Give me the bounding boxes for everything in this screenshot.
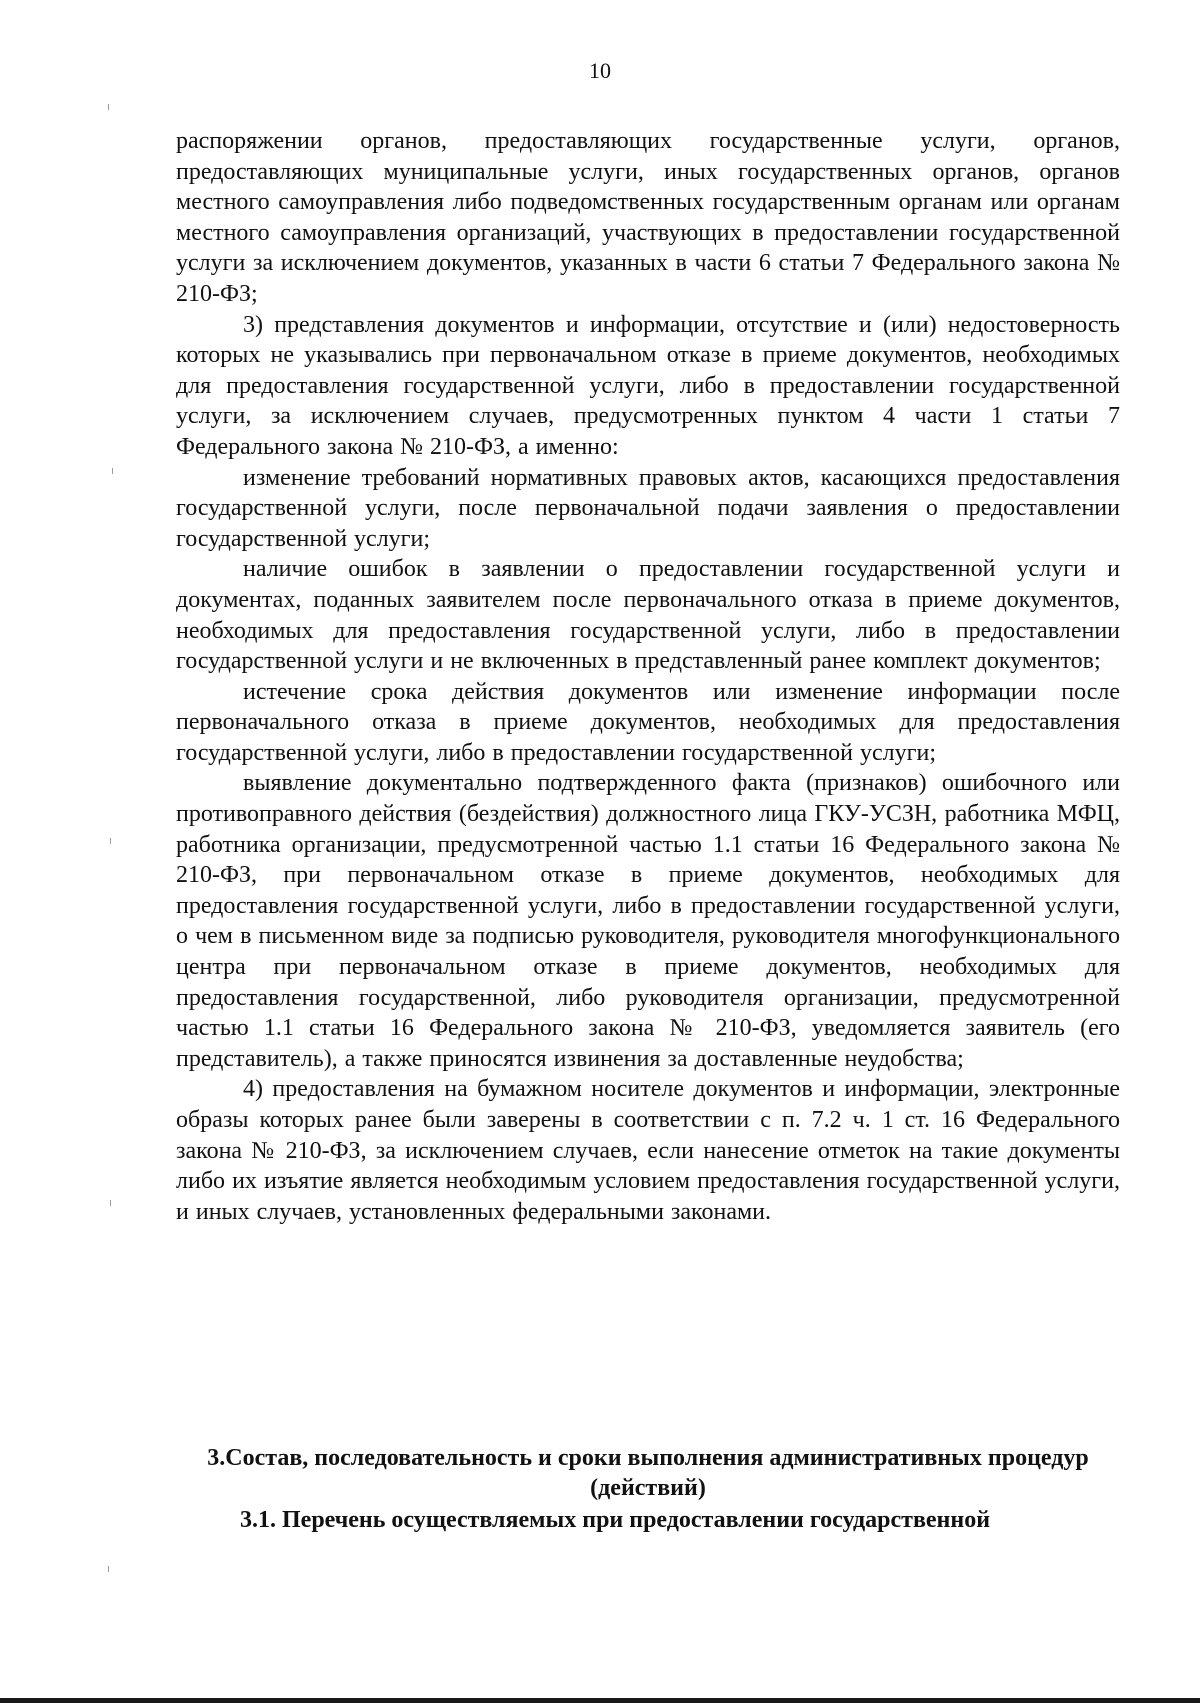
page-number: 10 xyxy=(589,58,611,83)
scan-speck xyxy=(108,104,109,110)
paragraph-misconduct: выявление документально подтвержденного факта (признаков) ошибочного или противоправного действия (бездействия) должностного лица ГКУ-УСЗН, работника МФЦ, работника организации, предусмотренной частью 1.1 статьи 16 Федерального закона № 210-ФЗ, при первоначальном отказе в приеме документов, необходимых для предоставления государственной услуги, либо в предоставлении государственной услуги, о чем в письменном виде за подписью руководителя, руководителя многофункционального центра при первоначальном отказе в приеме документов, необходимых для предоставления государственной, либо руководителя организации, предусмотренной частью 1.1 статьи 16 Федерального закона № 210-ФЗ, уведомляется заявитель (его представитель), а также приносятся извинения за доставленные неудобства; xyxy=(176,770,1120,1072)
scan-speck xyxy=(112,468,113,474)
scan-speck xyxy=(110,1200,111,1206)
scan-speck xyxy=(108,1566,109,1572)
section-heading: 3.Состав, последовательность и сроки выполнения административных процедур (действий) xyxy=(207,1445,1089,1501)
paragraph-item-4: 4) предоставления на бумажном носителе документов и информации, электронные образы которых ранее были заверены в соответствии с п. 7.2 ч. 1 ст. 16 Федерального закона № 210-ФЗ, за исключением случаев, если нанесение отметок на такие документы либо их изъятие является необходимым условием предоставления государственной услуги, и иных случаев, установленных федеральными законами. xyxy=(176,1076,1120,1225)
paragraph-errors: наличие ошибок в заявлении о предоставлении государственной услуги и документах, поданных заявителем после первоначального отказа в приеме документов, необходимых для предоставления государственной услуги, либо в предоставлении государственной услуги и не включенных в представленный ранее комплект документов; xyxy=(176,556,1120,675)
subsection-heading: 3.1. Перечень осуществляемых при предоставлении государственной xyxy=(240,1507,991,1533)
paragraph-continuation: распоряжении органов, предоставляющих государственные услуги, органов, предоставляющих муниципальные услуги, иных государственных органов, органов местного самоуправления либо подведомственных государственным органам или органам местного самоуправления организаций, участвующих в предоставлении государственной услуги за исключением документов, указанных в части 6 статьи 7 Федерального закона № 210-ФЗ; xyxy=(176,128,1120,307)
paragraph-expiry: истечение срока действия документов или изменение информации после первоначального отказа в приеме документов, необходимых для предоставления государственной услуги, либо в предоставлении государственной услуги; xyxy=(176,678,1120,766)
document-body xyxy=(176,126,1120,1227)
paragraph-requirements-change: изменение требований нормативных правовых актов, касающихся предоставления государственной услуги, после первоначальной подачи заявления о предоставлении государственной услуги; xyxy=(176,464,1120,552)
scan-speck xyxy=(110,838,111,844)
paragraph-item-3: 3) представления документов и информации, отсутствие и (или) недостоверность которых не указывались при первоначальном отказе в приеме документов, необходимых для предоставления государственной услуги, либо в предоставлении государственной услуги, за исключением случаев, предусмотренных пунктом 4 части 1 статьи 7 Федерального закона № 210-ФЗ, а именно: xyxy=(176,311,1120,460)
scan-edge-border xyxy=(0,1698,1200,1703)
